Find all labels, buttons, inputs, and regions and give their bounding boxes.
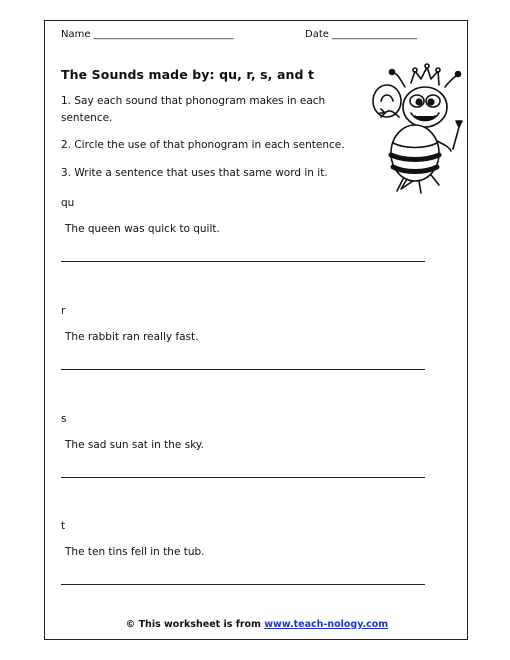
- instruction-1: 1. Say each sound that phonogram makes in each sentence.: [61, 95, 326, 124]
- instruction-2: 2. Circle the use of that phonogram in each sentence.: [61, 139, 345, 151]
- answer-line-t[interactable]: [61, 584, 425, 585]
- section-label-r: r: [61, 305, 66, 317]
- section-label-qu: qu: [61, 197, 75, 209]
- answer-line-r[interactable]: [61, 369, 425, 370]
- footer: [45, 619, 469, 630]
- section-label-t: t: [61, 520, 66, 532]
- worksheet-page: [44, 20, 468, 640]
- instruction-3: 3. Write a sentence that uses that same word in it.: [61, 167, 328, 179]
- bee-queen-icon: [371, 61, 463, 199]
- name-field[interactable]: Name ____________________________: [61, 29, 234, 40]
- answer-line-qu[interactable]: [61, 261, 425, 262]
- sentence-t: The ten tins fell in the tub.: [65, 546, 205, 558]
- sentence-s: The sad sun sat in the sky.: [65, 439, 204, 451]
- section-label-s: s: [61, 413, 67, 425]
- sentence-qu: The queen was quick to quilt.: [65, 223, 220, 235]
- sentence-r: The rabbit ran really fast.: [65, 331, 199, 343]
- footer-text: © This worksheet is from: [125, 619, 261, 630]
- answer-line-s[interactable]: [61, 477, 425, 478]
- worksheet-title: The Sounds made by: qu, r, s, and t: [61, 67, 315, 82]
- date-field[interactable]: Date _________________: [305, 29, 418, 40]
- footer-link[interactable]: www.teach-nology.com: [264, 619, 389, 630]
